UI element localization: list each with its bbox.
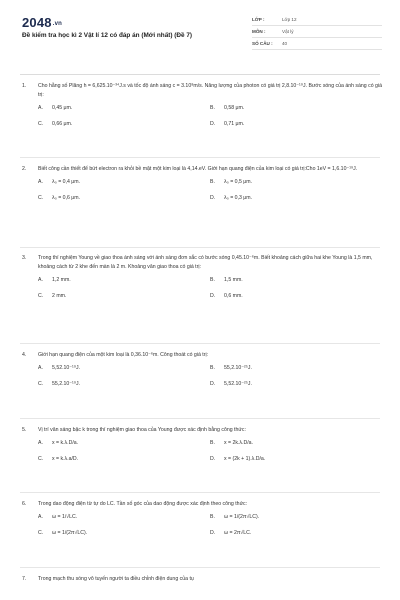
option-letter: C. bbox=[38, 121, 44, 127]
page-title: Đề kiểm tra học kì 2 Vật lí 12 có đáp án (Mới nhất) (Đề 7) bbox=[22, 32, 193, 39]
question-text: Giới hạn quang điện của một kim loại là 0,36.10⁻⁶m. Công thoát có giá trị: bbox=[38, 352, 209, 358]
option-text: 2 mm. bbox=[52, 293, 67, 299]
answer-option[interactable] bbox=[38, 455, 210, 463]
option-letter: B. bbox=[210, 440, 215, 446]
question-divider bbox=[20, 157, 380, 158]
option-text: 0,45 μm. bbox=[52, 105, 73, 111]
option-letter: A. bbox=[38, 277, 43, 283]
option-letter: C. bbox=[38, 293, 44, 299]
answer-option[interactable] bbox=[210, 439, 382, 447]
question-text: Trong thí nghiệm Young về giao thoa ánh sáng với ánh sáng đơn sắc có bước sóng 0,45.10⁻⁶m. Biết khoảng cách giữa hai khe Young là 1,5 mm, khoảng cách từ 2 khe đến màn là 2 m. Khoảng vân giao thoa có giá trị: bbox=[38, 255, 373, 270]
answer-option[interactable] bbox=[38, 364, 210, 372]
answer-option[interactable] bbox=[210, 178, 382, 186]
meta-row-count bbox=[252, 38, 382, 50]
question-item bbox=[22, 351, 382, 388]
question-item bbox=[22, 500, 382, 537]
question-item bbox=[22, 82, 382, 128]
answer-option[interactable] bbox=[210, 120, 382, 128]
option-text: 0,58 μm. bbox=[224, 105, 245, 111]
option-letter: C. bbox=[38, 530, 44, 536]
page-header bbox=[0, 0, 400, 72]
answer-option[interactable] bbox=[38, 194, 210, 202]
answer-option[interactable] bbox=[38, 439, 210, 447]
option-text: 1,5 mm. bbox=[224, 277, 243, 283]
option-text: x = (2k + 1).λ.D/a. bbox=[224, 456, 266, 462]
option-letter: D. bbox=[210, 293, 216, 299]
question-divider bbox=[20, 567, 380, 568]
option-text: λ₀ = 0,3 μm. bbox=[224, 195, 253, 201]
answer-option[interactable] bbox=[38, 513, 210, 521]
meta-row-subject bbox=[252, 26, 382, 38]
option-letter: A. bbox=[38, 440, 43, 446]
question-number: 3. bbox=[22, 255, 27, 261]
question-divider bbox=[20, 247, 380, 248]
option-letter: A. bbox=[38, 105, 43, 111]
meta-label: MÔN : bbox=[252, 29, 266, 34]
answer-option[interactable] bbox=[210, 364, 382, 372]
question-divider bbox=[20, 492, 380, 493]
answer-options bbox=[38, 178, 382, 202]
answer-option[interactable] bbox=[38, 292, 210, 300]
option-letter: D. bbox=[210, 456, 216, 462]
option-letter: D. bbox=[210, 381, 216, 387]
option-text: ω = 1/(2π√LC). bbox=[224, 514, 260, 520]
option-letter: B. bbox=[210, 514, 215, 520]
question-number: 4. bbox=[22, 352, 27, 358]
logo-suffix: .vn bbox=[52, 20, 63, 27]
answer-options bbox=[38, 104, 382, 128]
question-number: 7. bbox=[22, 576, 27, 582]
question-number: 2. bbox=[22, 166, 27, 172]
option-letter: C. bbox=[38, 456, 44, 462]
question-number: 1. bbox=[22, 83, 27, 89]
answer-option[interactable] bbox=[210, 513, 382, 521]
answer-option[interactable] bbox=[210, 455, 382, 463]
answer-options bbox=[38, 364, 382, 388]
answer-option[interactable] bbox=[38, 178, 210, 186]
option-letter: C. bbox=[38, 381, 44, 387]
option-text: ω = 1/√LC. bbox=[52, 514, 78, 520]
answer-options bbox=[38, 439, 382, 463]
option-text: λ₀ = 0,6 μm. bbox=[52, 195, 81, 201]
answer-option[interactable] bbox=[38, 380, 210, 388]
option-text: 55,2.10⁻²⁵J. bbox=[224, 365, 252, 371]
exam-meta bbox=[252, 14, 382, 50]
meta-value: Lớp 12 bbox=[282, 17, 297, 22]
option-text: λ₀ = 0,4 μm. bbox=[52, 179, 81, 185]
logo-text: 2048 bbox=[22, 15, 52, 30]
option-text: x = k.λ.D/a. bbox=[52, 440, 79, 446]
option-letter: B. bbox=[210, 179, 215, 185]
option-text: 5,52.10⁻²⁵J. bbox=[224, 381, 252, 387]
option-text: 1,2 mm. bbox=[52, 277, 71, 283]
question-text: Biết công cần thiết để bứt electron ra khỏi bề mặt một kim loại là 4,14.eV. Giới hạn quang điện của kim loại có giá trị:Cho 1eV = 1,6.10⁻¹⁹J. bbox=[38, 166, 358, 172]
question-text: Cho hằng số Plăng h = 6,625.10⁻³⁴J.s và tốc độ ánh sáng c = 3.10⁸m/s. Năng lượng của photon có giá trị 2,8.10⁻¹⁹J. Bước sóng của ánh sáng có giá trị: bbox=[38, 83, 382, 98]
header-divider bbox=[20, 74, 380, 75]
option-letter: B. bbox=[210, 105, 215, 111]
question-item bbox=[22, 165, 382, 202]
answer-option[interactable] bbox=[210, 292, 382, 300]
option-letter: D. bbox=[210, 121, 216, 127]
question-text: Vị trí vân sáng bậc k trong thí nghiệm giao thoa của Young được xác định bằng công thức: bbox=[38, 427, 246, 433]
question-number: 6. bbox=[22, 501, 27, 507]
option-letter: A. bbox=[38, 179, 43, 185]
answer-option[interactable] bbox=[210, 380, 382, 388]
answer-option[interactable] bbox=[210, 104, 382, 112]
answer-option[interactable] bbox=[38, 104, 210, 112]
question-item bbox=[22, 254, 382, 300]
meta-label: SỐ CÂU : bbox=[252, 41, 273, 46]
option-letter: B. bbox=[210, 365, 215, 371]
question-number: 5. bbox=[22, 427, 27, 433]
option-text: ω = 2π√LC. bbox=[224, 530, 252, 536]
answer-option[interactable] bbox=[38, 120, 210, 128]
answer-options bbox=[38, 276, 382, 300]
answer-option[interactable] bbox=[38, 529, 210, 537]
option-letter: C. bbox=[38, 195, 44, 201]
question-divider bbox=[20, 343, 380, 344]
question-item bbox=[22, 575, 382, 584]
option-letter: D. bbox=[210, 530, 216, 536]
option-text: 0,66 μm. bbox=[52, 121, 73, 127]
option-text: 0,71 μm. bbox=[224, 121, 245, 127]
answer-option[interactable] bbox=[210, 194, 382, 202]
answer-option[interactable] bbox=[210, 276, 382, 284]
meta-label: LỚP : bbox=[252, 17, 265, 22]
question-text: Trong dao động điện từ tự do LC. Tần số góc của dao động được xác định theo công thức: bbox=[38, 501, 248, 507]
site-logo[interactable] bbox=[22, 15, 62, 30]
question-item bbox=[22, 426, 382, 463]
option-text: x = 2k.λ.D/a. bbox=[224, 440, 253, 446]
meta-value: 40 bbox=[282, 41, 288, 46]
option-letter: A. bbox=[38, 514, 43, 520]
answer-option[interactable] bbox=[210, 529, 382, 537]
option-text: 0,6 mm. bbox=[224, 293, 243, 299]
option-letter: B. bbox=[210, 277, 215, 283]
answer-options bbox=[38, 513, 382, 537]
option-letter: D. bbox=[210, 195, 216, 201]
question-text: Trong mạch thu sóng vô tuyến người ta điều chỉnh điện dung của tụ bbox=[38, 576, 194, 582]
option-text: 5,52.10⁻¹⁹J. bbox=[52, 365, 81, 371]
meta-row-class bbox=[252, 14, 382, 26]
answer-option[interactable] bbox=[38, 276, 210, 284]
option-text: 55,2.10⁻¹⁹J. bbox=[52, 381, 81, 387]
option-text: λ₀ = 0,5 μm. bbox=[224, 179, 253, 185]
option-letter: A. bbox=[38, 365, 43, 371]
meta-value: Vật lý bbox=[282, 29, 294, 34]
option-text: x = k.λ.a/D. bbox=[52, 456, 79, 462]
question-divider bbox=[20, 418, 380, 419]
option-text: ω = 1/(2π√LC). bbox=[52, 530, 88, 536]
